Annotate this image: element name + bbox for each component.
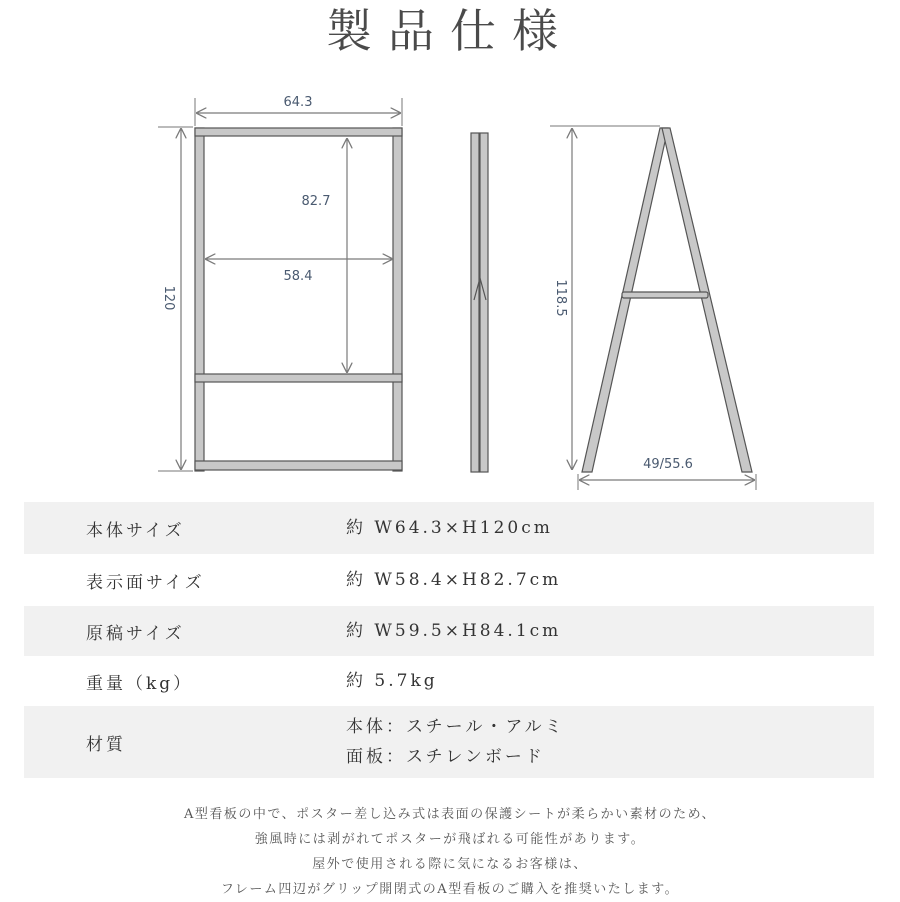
spec-value — [346, 565, 874, 595]
side-view-closed — [471, 133, 488, 472]
spec-value — [346, 513, 874, 543]
note-line: 屋外で使用される際に気になるお客様は、 — [312, 857, 588, 872]
side-view-open — [550, 126, 756, 490]
spec-value — [346, 666, 874, 696]
spec-value — [346, 712, 874, 772]
spec-row — [24, 706, 874, 778]
spec-table — [24, 502, 874, 778]
spec-value-line: 面板：スチレンボード — [346, 747, 545, 767]
product-dimension-diagram — [0, 80, 900, 500]
spec-value-line: 約 W64.3×H120cm — [346, 518, 553, 538]
spec-row — [24, 606, 874, 656]
spec-row — [24, 502, 874, 554]
front-top-bar — [195, 128, 402, 136]
display-height-label: 82.7 — [301, 194, 331, 209]
spec-label: 本体サイズ — [86, 520, 185, 541]
spec-value — [346, 616, 874, 646]
note-line: フレーム四辺がグリップ開閉式のA型看板のご購入を推奨いたします。 — [220, 882, 680, 897]
spec-label: 表示面サイズ — [86, 572, 205, 593]
spec-row — [24, 656, 874, 706]
spec-value-line: 約 5.7kg — [346, 671, 438, 691]
width-label: 64.3 — [283, 95, 313, 110]
base-width-label: 49/55.6 — [643, 457, 693, 472]
height-label: 120 — [161, 285, 176, 311]
spec-label: 原稿サイズ — [86, 623, 185, 644]
front-right-post — [393, 128, 402, 471]
spec-label: 重量（kg） — [86, 673, 194, 694]
spec-value-line: 約 W58.4×H82.7cm — [346, 570, 562, 590]
spec-row — [24, 554, 874, 606]
caution-note — [0, 802, 900, 902]
page-title: 製品仕様 — [326, 4, 574, 58]
note-line: A型看板の中で、ポスター差し込み式は表面の保護シートが柔らかい素材のため、 — [183, 807, 717, 822]
front-middle-bar — [195, 374, 402, 382]
note-line: 強風時には剥がれてポスターが飛ばれる可能性があります。 — [254, 832, 646, 847]
spec-label: 材質 — [86, 734, 126, 755]
spec-value-line: 約 W59.5×H84.1cm — [346, 621, 562, 641]
front-view — [158, 95, 402, 471]
front-left-post — [195, 128, 204, 471]
display-width-label: 58.4 — [283, 269, 313, 284]
front-bottom-bar — [195, 461, 402, 470]
spec-value-line: 本体：スチール・アルミ — [346, 717, 565, 737]
open-height-label: 118.5 — [553, 279, 568, 317]
